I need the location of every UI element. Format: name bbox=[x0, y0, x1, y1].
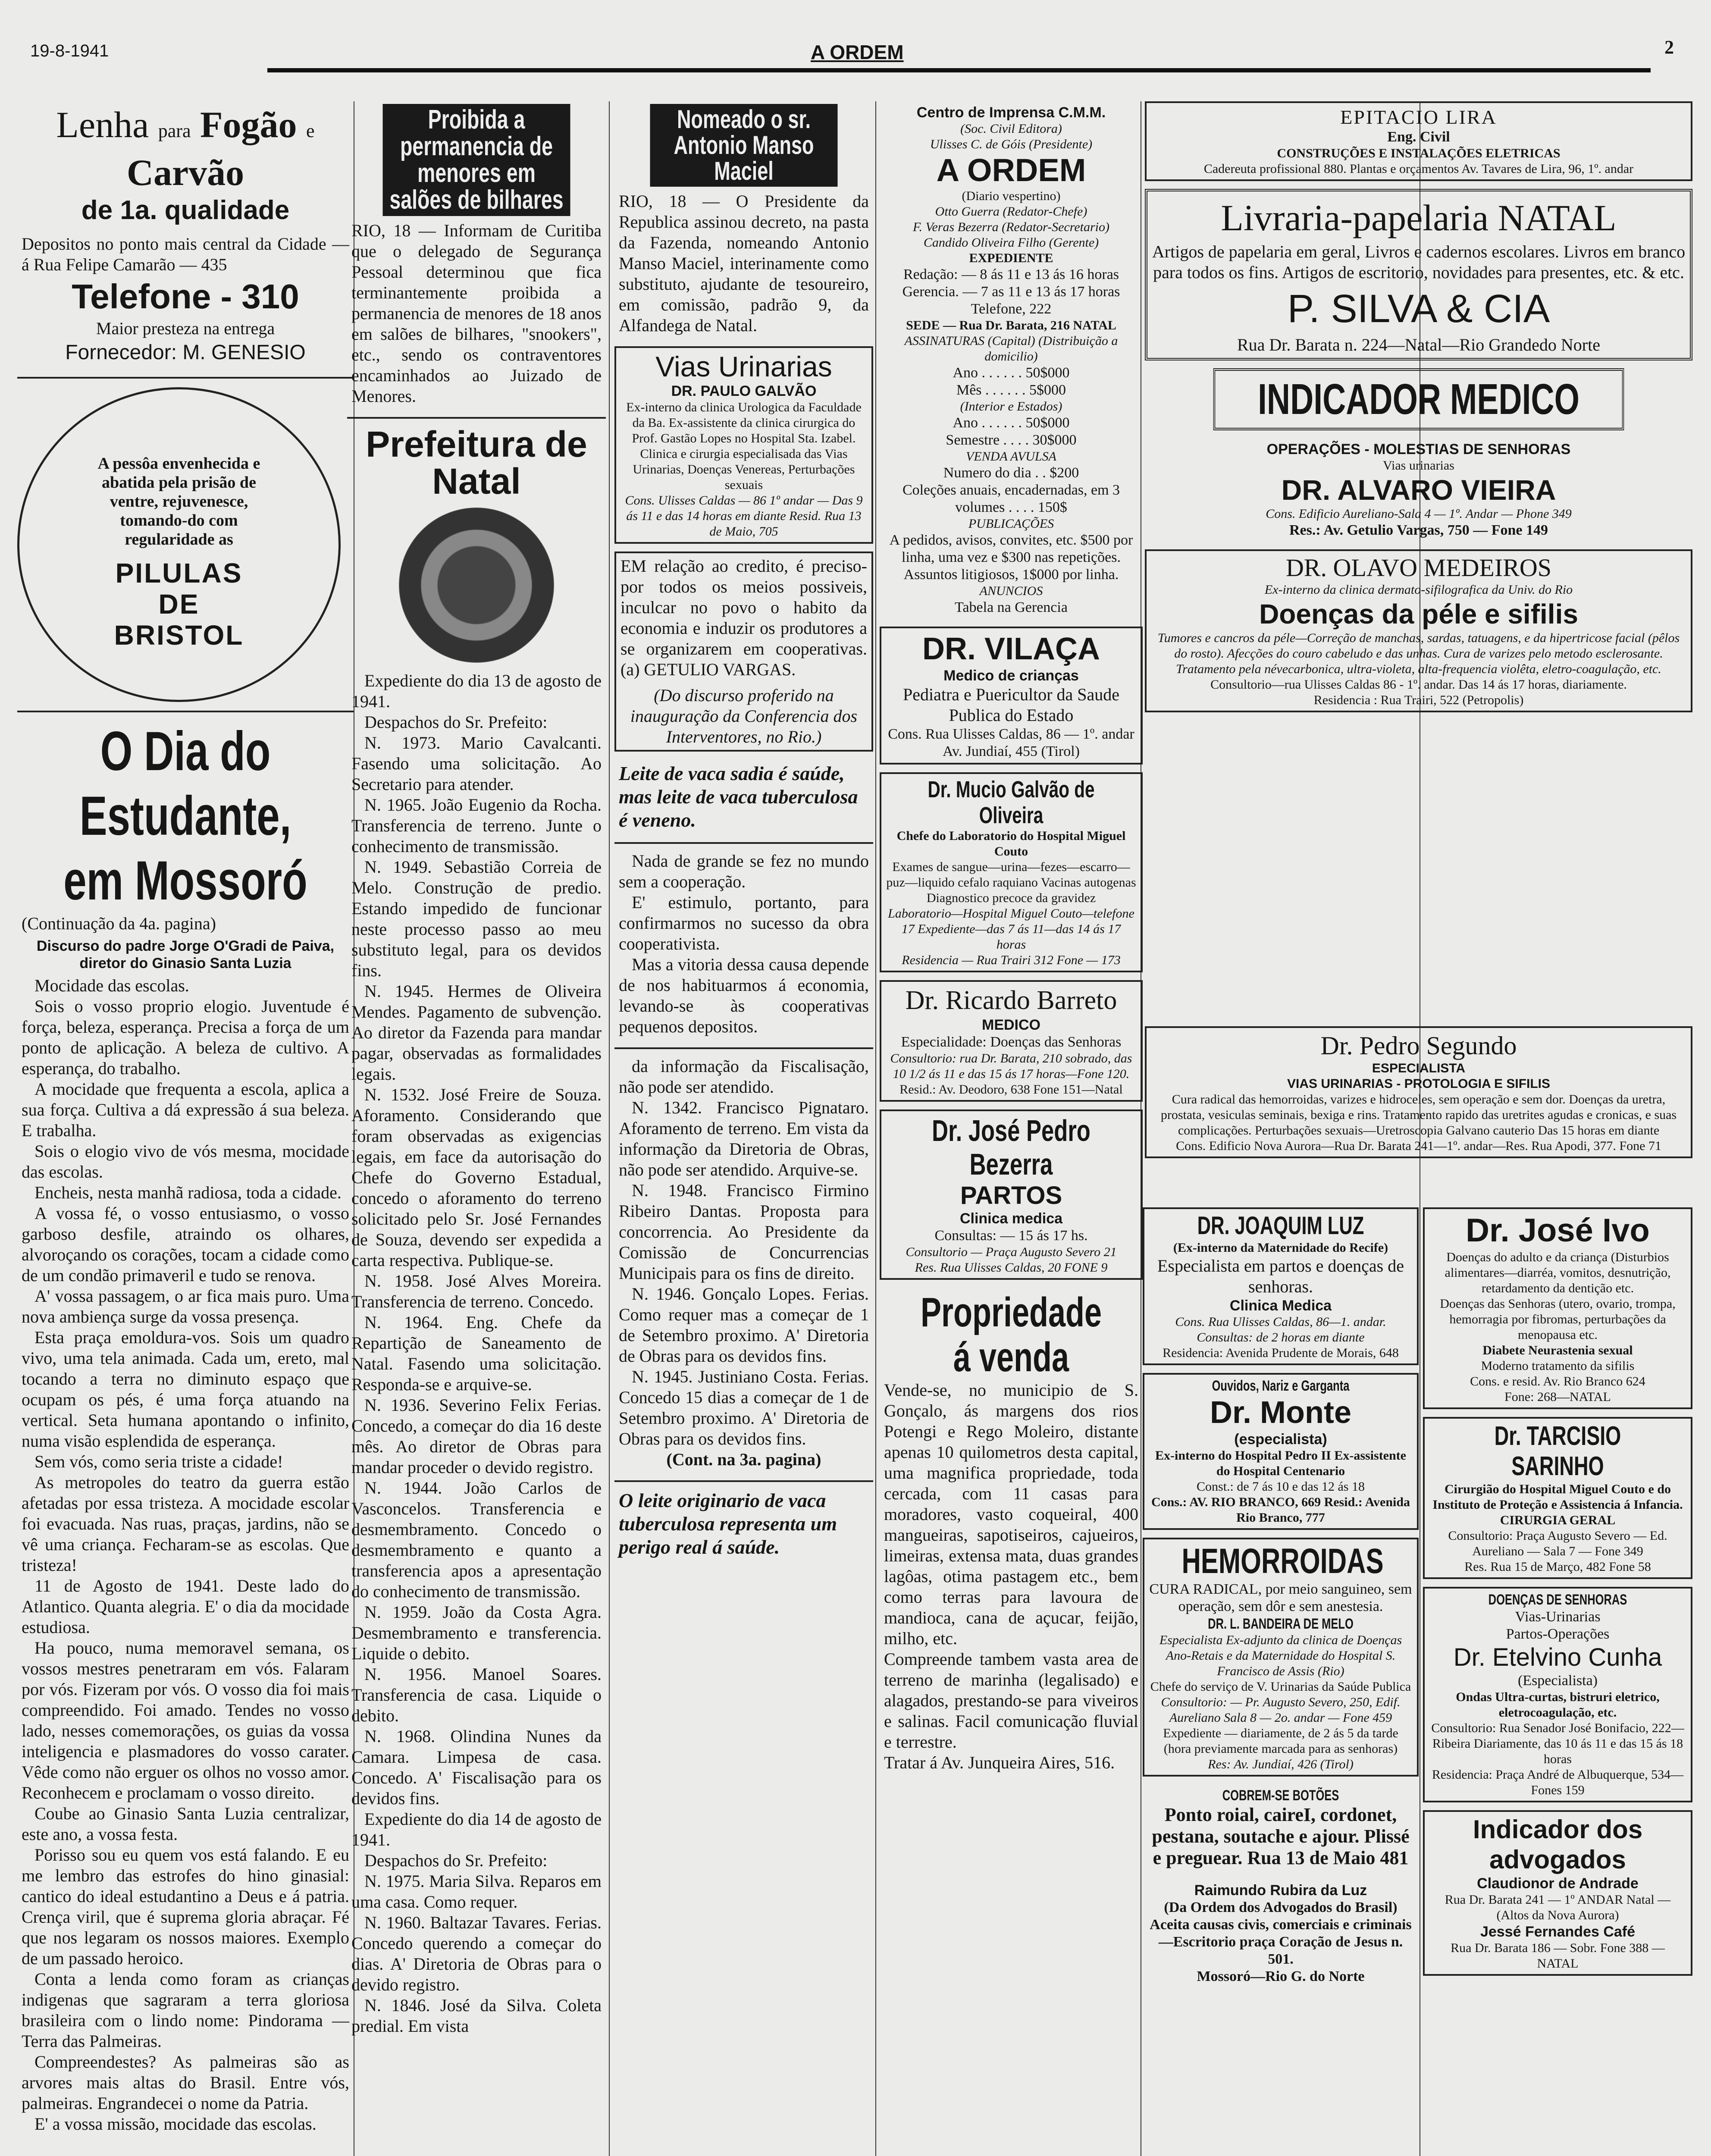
ordem-an: ANUNCIOS bbox=[979, 584, 1043, 598]
paragraph: Esta praça emoldura-vos. Sois um quadro vivo, uma tela animada. Cada um, ereto, mal tocando a terra no diminuto espaço que ocupam os pés, é uma força atuando na vertical. Seta humana apontando o infinito, numa visão esplendida de esperança. bbox=[22, 1328, 349, 1451]
doencas-t3: Ondas Ultra-curtas, bistruri eletrico, eletrocoagulação, etc. bbox=[1456, 1690, 1660, 1720]
sarinho-name: Dr. TARCISIO SARINHO bbox=[1494, 1421, 1621, 1481]
mucio-t2: Exames de sangue—urina—fezes—escarro—puz—liquido cefalo raquiano Vacinas autogenas Diagnostico precoce da gravidez bbox=[886, 860, 1136, 905]
paragraph: Sem vós, como seria triste a cidade! bbox=[34, 1452, 283, 1471]
pedro-a2: Res. Rua Ulisses Caldas, 20 FONE 9 bbox=[915, 1260, 1108, 1275]
advog-title: Indicador dos advogados bbox=[1473, 1815, 1643, 1874]
vieira-t1: OPERAÇÕES - MOLESTIAS DE SENHORAS bbox=[1266, 441, 1571, 458]
barreto-t3: Resid.: Av. Deodoro, 638 Fone 151—Natal bbox=[899, 1082, 1123, 1097]
paragraph: Porisso sou eu quem vos está falando. E eu me lembro das estrofes do hino ginasial: cantico do ideal estudantino a Deus e á patria. Crença viril, que é suprema gloria abraçar. Fé que nos legaram os nossos maiores. Exemplo de um passado heroico. bbox=[22, 1845, 349, 1968]
paragraph: N. 1846. José da Silva. Coleta predial. Em vista bbox=[351, 1996, 602, 2036]
vieira-t3: Cons. Edificio Aureliano-Sala 4 — 1º. Andar — Phone 349 bbox=[1266, 507, 1572, 521]
paragraph: Encheis, nesta manhã radiosa, toda a cidade. bbox=[34, 1183, 342, 1202]
vargas-quote bbox=[614, 552, 873, 752]
column-1 bbox=[17, 101, 354, 2156]
epitacio-t2: Cadereuta profissional 880. Plantas e orçamentos Av. Tavares de Lira, 96, 1º. andar bbox=[1203, 162, 1634, 176]
leite-slogan-2: O leite originario de vaca tuberculosa representa um perigo real á saúde. bbox=[619, 1489, 837, 1558]
page-header bbox=[0, 0, 1711, 65]
advog-c1: Claudionor de Andrade bbox=[1477, 1875, 1639, 1892]
ordem-name: A ORDEM bbox=[936, 152, 1086, 188]
ordem-sede: SEDE — Rua Dr. Barata, 216 NATAL bbox=[906, 318, 1116, 332]
pilulas-brand: PILULAS DE BRISTOL bbox=[114, 558, 244, 651]
olavo-t3: Tumores e cancros da péle—Correção de manchas, sardas, tatuagens, e da hipertricose facial (pêlos do rosto). Afecções do couro cabeludo e das unhas. Cura de varizes pelo metodo esclerosante. Tratamento pela névecarbonica, ultra-violeta, alta-frequencia violêta, eletro-coagulação, etc. bbox=[1157, 631, 1680, 676]
sarinho-c: Consultorio: Praça Augusto Severo — Ed. Aureliano — Sala 7 — Fone 349 bbox=[1448, 1529, 1667, 1558]
pilulas-ad bbox=[17, 387, 341, 702]
ordem-masthead bbox=[880, 101, 1143, 619]
prefeitura-body bbox=[351, 671, 602, 2037]
advogados-ad bbox=[1423, 1810, 1692, 1976]
rubira-city: Mossoró—Rio G. do Norte bbox=[1197, 1968, 1365, 1984]
lenha-carvao: Carvão bbox=[126, 152, 244, 193]
paragraph: Expediente do dia 14 de agosto de 1941. bbox=[351, 1809, 602, 1849]
ivo-name: Dr. José Ivo bbox=[1466, 1212, 1650, 1249]
paragraph: N. 1945. Justiniano Costa. Ferias. Concedo 15 dias a começar de 1 de Setembro proximo. A' Diretoria de Obras para os devidos fins. bbox=[619, 1367, 869, 1448]
indicador-medico-title: INDICADOR MEDICO bbox=[1213, 368, 1624, 430]
doencas-t4: Consultorio: Rua Senador José Bonifacio, 222—Ribeira Diariamente, das 10 ás 11 e das 15 ás 18 horas bbox=[1431, 1721, 1684, 1766]
livraria-text: Artigos de papelaria em geral, Livros e cadernos escolares. Livros em branco para todos os fins. Artigos de escritorio, novidades para presentes, etc. & etc. bbox=[1152, 242, 1686, 282]
doencas-t2: Partos-Operações bbox=[1506, 1626, 1610, 1642]
olavo-t2: Doenças da péle e sifilis bbox=[1259, 599, 1578, 630]
mucio-t3: Laboratorio—Hospital Miguel Couto—telefone 17 Expediente—das 7 ás 11—das 14 ás 17 horas bbox=[888, 906, 1134, 952]
barreto-spec: MEDICO bbox=[982, 1017, 1040, 1033]
luz-t3: Cons. Rua Ulisses Caldas, 86—1. andar. Consultas: de 2 horas em diante bbox=[1175, 1315, 1386, 1344]
doencas-t1: Vias-Urinarias bbox=[1515, 1609, 1601, 1625]
hemorroidas-ad bbox=[1143, 1538, 1419, 1777]
vargas-text: EM relação ao credito, é preciso-por todos os meios possiveis, inculcar no povo o habito da economia e induzir os produtores a se organizarem em cooperativas. (a) GETULIO VARGAS. bbox=[620, 556, 867, 679]
ivo-t4: Moderno tratamento da sifilis bbox=[1481, 1359, 1635, 1373]
doencas-title: DOENÇAS DE SENHORAS bbox=[1488, 1592, 1627, 1608]
paragraph: N. 1965. João Eugenio da Rocha. Transferencia de terreno. Junte o conhecimento de transmissão. bbox=[351, 795, 602, 856]
luz-ad bbox=[1143, 1207, 1419, 1365]
hemo-t: CURA RADICAL, por meio sanguineo, sem operação, sem dôr e sem anestesia. bbox=[1149, 1581, 1412, 1614]
barreto-t2: Consultorio: rua Dr. Barata, 210 sobrado, das 10 1/2 ás 11 e das 15 ás 17 horas—Fone 120. bbox=[890, 1051, 1132, 1081]
ordem-d2: F. Veras Bezerra (Redator-Secretario) bbox=[913, 220, 1109, 234]
ordem-price: Semestre . . . . 30$000 bbox=[946, 432, 1077, 448]
monte-s: (especialista) bbox=[1234, 1431, 1327, 1448]
ordem-va: VENDA AVULSA bbox=[966, 449, 1056, 464]
luz-t2: Clinica Medica bbox=[1229, 1297, 1332, 1314]
ordem-ass: ASSINATURAS (Capital) (Distribuição a domicilio) bbox=[904, 334, 1118, 364]
hemo-title: HEMORROIDAS bbox=[1181, 1542, 1384, 1581]
paragraph: N. 1936. Severino Felix Ferias. Concedo, a começar do dia 16 deste mês. Ao diretor de Obras para mandar proceder o devido registro. bbox=[351, 1395, 602, 1477]
mossoro-subtitle: Discurso do padre Jorge O'Gradi de Paiva, diretor do Ginasio Santa Luzia bbox=[36, 938, 335, 971]
prefcont-cont: (Cont. na 3a. pagina) bbox=[666, 1450, 821, 1469]
livraria-firm: P. SILVA & CIA bbox=[1287, 287, 1550, 331]
prohib-article bbox=[347, 101, 606, 409]
ordem-ger: Gerencia. — 7 as 11 e 13 ás 17 horas bbox=[902, 284, 1120, 300]
ivo-t5: Cons. e resid. Av. Rio Branco 624 bbox=[1470, 1374, 1645, 1388]
pedro-ad bbox=[880, 1109, 1143, 1280]
paragraph: N. 1973. Mario Cavalcanti. Fasendo uma solicitação. Ao Secretario para atender. bbox=[351, 733, 602, 794]
paragraph: N. 1964. Eng. Chefe da Repartição de Saneamento de Natal. Fasendo uma solicitação. Responda-se e arquive-se. bbox=[351, 1313, 602, 1394]
vilaca-spec: Medico de crianças bbox=[943, 667, 1079, 684]
vieira-t2: Vias urinarias bbox=[1383, 458, 1454, 473]
paragraph: N. 1946. Gonçalo Lopes. Ferias. Como requer mas a começar de 1 de Setembro proximo. A' Diretoria de Obras para os devidos fins. bbox=[619, 1284, 869, 1366]
hemo-t3: Chefe do serviço de V. Urinarias da Saúde Publica bbox=[1150, 1680, 1411, 1694]
lenha-e: e bbox=[306, 120, 315, 141]
prohib-title: Proibida a permanencia de menores em salões de bilhares bbox=[383, 104, 570, 216]
vias-doctor: DR. PAULO GALVÃO bbox=[671, 383, 817, 399]
doencas-ad bbox=[1423, 1587, 1692, 1802]
paragraph: da informação da Fiscalisação, não pode ser atendido. bbox=[619, 1056, 869, 1097]
ordem-pres: Ulisses C. de Góis (Presidente) bbox=[930, 137, 1093, 151]
ordem-soc: (Soc. Civil Editora) bbox=[960, 122, 1062, 136]
propriedade-title: Propriedade á venda bbox=[920, 1289, 1102, 1380]
lenha-fogao: Fogão bbox=[200, 104, 297, 145]
prefeitura-continuation bbox=[614, 1053, 873, 1473]
propriedade-t3: Tratar á Av. Junqueira Aires, 516. bbox=[884, 1753, 1115, 1772]
paragraph: N. 1975. Maria Silva. Reparos em uma casa. Como requer. bbox=[351, 1871, 602, 1912]
epitacio-name: EPITACIO LIRA bbox=[1340, 106, 1497, 128]
pedro-clinica: Clinica medica bbox=[959, 1210, 1063, 1227]
paragraph: Despachos do Sr. Prefeito: bbox=[364, 1851, 548, 1870]
header-date: 19-8-1941 bbox=[30, 41, 109, 60]
epitacio-t1: CONSTRUÇÕES E INSTALAÇÕES ELETRICAS bbox=[1277, 146, 1561, 160]
mucio-t1: Chefe do Laboratorio do Hospital Miguel Couto bbox=[896, 829, 1126, 859]
lenha-presteza: Maior presteza na entrega bbox=[96, 319, 275, 338]
column-4 bbox=[880, 101, 1143, 2156]
barreto-ad bbox=[880, 980, 1143, 1102]
olavo-t5: Residencia : Rua Trairi, 522 (Petropolis) bbox=[1313, 693, 1524, 707]
sarinho-t: Cirurgião do Hospital Miguel Couto e do Instituto de Proteção e Assistencia á Infancia. CIRURGIA GERAL bbox=[1432, 1482, 1683, 1527]
column-rule bbox=[609, 101, 610, 2156]
lenha-depositos: Depositos no ponto mais central da Cidade — á Rua Felipe Camarão — 435 bbox=[22, 234, 349, 274]
lenha-tel: Telefone - 310 bbox=[72, 277, 299, 316]
propriedade-text: Vende-se, no municipio de S. Gonçalo, ás margens dos rios Potengi e Rego Moleiro, distante apenas 10 quilometros desta capital, uma magnifica propriedade, toda cercada, com 11 casas para moradores, vasto coqueiral, 400 mangueiras, sapotiseiros, cajueiros, limeiras, extensa mata, duas grandes lagôas, otima pastagem etc., bem como terras para lavoura de mandioca, cana de açucar, feijão, milho, etc. bbox=[884, 1380, 1138, 1648]
paragraph: Conta a lenda como foram as crianças indigenas que sagraram a terra gloriosa brasileira com o lindo nome: Pindorama — Terra das Palmeiras. bbox=[22, 1969, 349, 2051]
prefeitura-article bbox=[347, 423, 606, 2039]
pedro-a1: Consultorio — Praça Augusto Severo 21 bbox=[906, 1245, 1117, 1259]
advog-c2: Jessé Fernandes Café bbox=[1480, 1924, 1636, 1940]
monte-t1: Ex-interno do Hospital Pedro II Ex-assistente do Hospital Centenario bbox=[1155, 1448, 1406, 1478]
hemo-name: DR. L. BANDEIRA DE MELO bbox=[1208, 1616, 1354, 1632]
ordem-price: Ano . . . . . . 50$000 bbox=[953, 415, 1070, 431]
vieira-t4: Res.: Av. Getulio Vargas, 750 — Fone 149 bbox=[1289, 522, 1548, 538]
sarinho-ad bbox=[1423, 1417, 1692, 1579]
lenha-ad bbox=[17, 101, 354, 369]
ordem-int: (Interior e Estados) bbox=[960, 399, 1062, 414]
paragraph: Compreendestes? As palmeiras são as arvores mais altas do Brasil. Entre vós, palmeiras. Engrandecei o nome da Patria. bbox=[22, 2052, 349, 2113]
hemo-t6: Res: Av. Jundiaí, 426 (Tirol) bbox=[1208, 1757, 1354, 1771]
vieira-ad bbox=[1145, 438, 1692, 542]
doencas-t5: Residencia: Praça André de Albuquerque, 534—Fones 159 bbox=[1432, 1767, 1684, 1797]
paragraph: N. 1945. Hermes de Oliveira Mendes. Pagamento de subvenção. Ao diretor da Fazenda para mandar pagar, observadas as formalidades legais. bbox=[351, 981, 602, 1084]
segundo-addr: Cons. Edificio Nova Aurora—Rua Dr. Barata 241—1º. andar—Res. Rua Apodi, 377. Fone 71 bbox=[1176, 1139, 1661, 1153]
paragraph: N. 1960. Baltazar Tavares. Ferias. Concedo querendo a começar do dias. A' Diretoria de Obras para o devido registro. bbox=[351, 1913, 602, 1994]
olavo-ad bbox=[1145, 549, 1692, 712]
paragraph: A vossa fé, o vosso entusiasmo, o vosso garboso desfile, atraindo os olhares, alvoroçando os corações, tocam a cidade como de um condão primaveril e tudo se renova. bbox=[22, 1203, 349, 1285]
barreto-t1: Especialidade: Doenças das Senhoras bbox=[901, 1034, 1122, 1050]
lenha-word: Lenha bbox=[56, 104, 149, 145]
vargas-source: (Do discurso proferido na inauguração da Conferencia dos Interventores, no Rio.) bbox=[630, 686, 858, 746]
luz-sub: (Ex-interno da Maternidade do Recife) bbox=[1173, 1241, 1388, 1255]
prohib-text: RIO, 18 — Informam de Curitiba que o delegado de Segurança Pessoal determinou que fica terminantemente proibida a permanencia de menores de 18 anos em salões de bilhares, "snookers", etc., sendo os contraventores encaminhados ao Juizado de Menores. bbox=[351, 221, 602, 406]
paragraph: A mocidade que frequenta a escola, aplica a sua força. Cultiva a dá expressão á sua beleza. E trabalha. bbox=[22, 1079, 349, 1140]
nomeado-text: RIO, 18 — O Presidente da Republica assinou decreto, na pasta da Fazenda, nomeando Antonio Manso Maciel, interinamente como substituto, ajudante de tesoureiro, em comissão, padrão 9, da Alfandega de Natal. bbox=[619, 191, 869, 335]
olavo-t1: Ex-interno da clinica dermato-sifilografica da Univ. do Rio bbox=[1264, 583, 1573, 597]
mucio-name: Dr. Mucio Galvão de Oliveira bbox=[928, 777, 1095, 828]
divider bbox=[347, 417, 606, 419]
ivo-t3: Diabete Neurastenia sexual bbox=[1482, 1343, 1633, 1357]
paragraph: As metropoles do teatro da guerra estão afetadas por essa tristeza. A mocidade escolar foi evacuada. Nas ruas, praças, jardins, não se vê uma criança. Fecharam-se as escolas. Que tristeza! bbox=[22, 1473, 349, 1575]
epitacio-sub: Eng. Civil bbox=[1387, 129, 1450, 145]
mucio-t4: Residencia — Rua Trairi 312 Fone — 173 bbox=[902, 953, 1121, 967]
botoes-title: COBREM-SE BOTÕES bbox=[1222, 1787, 1339, 1804]
coat-of-arms-icon bbox=[399, 508, 554, 663]
paragraph: Nada de grande se fez no mundo sem a cooperação. bbox=[619, 851, 869, 891]
doencas-name: Dr. Etelvino Cunha bbox=[1453, 1643, 1662, 1671]
paragraph: N. 1968. Olindina Nunes da Camara. Limpesa de casa. Concedo. A' Fiscalisação para os devidos fins. bbox=[351, 1727, 602, 1808]
ordem-price: Mês . . . . . . 5$000 bbox=[956, 382, 1066, 398]
monte-t2: Const.: de 7 ás 10 e das 12 ás 18 bbox=[1197, 1479, 1365, 1494]
vilaca-ad bbox=[880, 627, 1143, 765]
segundo-ad bbox=[1145, 1026, 1692, 1158]
pilulas-text: A pessôa envenhecida e abatida pela prisão de ventre, rejuvenesce, tomando-do com regularidade as bbox=[97, 454, 260, 548]
paragraph: N. 1948. Francisco Firmino Ribeiro Dantas. Proposta para concorrencia. Ao Presidente da Comissão de Concurrencias Municipais para os fins de direito. bbox=[619, 1181, 869, 1283]
vias-addr: Cons. Ulisses Caldas — 86 1º andar — Das 9 ás 11 e das 14 horas em diante Resid. Rua 13 de Maio, 705 bbox=[625, 493, 863, 539]
segundo-s2: VIAS URINARIAS - PROTOLOGIA E SIFILIS bbox=[1287, 1077, 1551, 1091]
column-3 bbox=[614, 101, 873, 2156]
mossoro-cont: (Continuação da 4a. pagina) bbox=[22, 914, 216, 933]
column-5 bbox=[1143, 1207, 1419, 2156]
epitacio-ad bbox=[1145, 101, 1692, 181]
paragraph: N. 1944. João Carlos de Vasconcelos. Transferencia e desmembramento. Concedo o desmembramento e quanto a transferencia apos a apresentação do conhecimento de transmissão. bbox=[351, 1478, 602, 1601]
divider bbox=[614, 842, 873, 844]
propriedade-t2: Compreende tambem vasta area de terreno de marinha (legalisado) e alagados, prestando-se para viveiros e salinas. Facil comunicação fluvial e terrestre. bbox=[884, 1649, 1138, 1752]
sarinho-r: Res. Rua 15 de Março, 482 Fone 58 bbox=[1464, 1560, 1651, 1574]
livraria-title: Livraria-papelaria NATAL bbox=[1221, 197, 1617, 238]
livraria-ad bbox=[1145, 189, 1692, 360]
divider bbox=[614, 1047, 873, 1049]
segundo-s1: ESPECIALISTA bbox=[1372, 1061, 1466, 1075]
rubira-name: Raimundo Rubira da Luz bbox=[1194, 1882, 1367, 1899]
segundo-text: Cura radical das hemorroidas, varizes e hidroceles, sem operação e sem dor. Doenças da uretra, prostata, vesiculas seminais, bexiga e rins. Tratamento rapido das uretrites agudas e cronicas, e suas complicações. Perturbações sexuais—Uretroscopia Galvano cauterio Das 15 horas em diante bbox=[1160, 1092, 1677, 1138]
luz-t1: Especialista em partos e doenças de senhoras. bbox=[1157, 1256, 1404, 1296]
doencas-s: (Especialista) bbox=[1517, 1673, 1598, 1689]
coop-article bbox=[614, 848, 873, 1040]
botoes-ad bbox=[1143, 1784, 1419, 1871]
ordem-pub: PUBLICAÇÕES bbox=[968, 517, 1054, 531]
monte-name: Dr. Monte bbox=[1210, 1395, 1351, 1430]
ordem-tel: Telefone, 222 bbox=[971, 301, 1052, 317]
vilaca-name: DR. VILAÇA bbox=[922, 632, 1100, 666]
hemo-t5: Expediente — diariamente, de 2 ás 5 da tarde (hora previamente marcada para as senhoras) bbox=[1163, 1726, 1398, 1756]
mossoro-title: O Dia do Estudante, em Mossoró bbox=[63, 721, 307, 912]
ordem-exp: EXPEDIENTE bbox=[969, 251, 1053, 265]
ordem-price: Numero do dia . . $200 bbox=[943, 465, 1079, 481]
paragraph: Ha pouco, numa memoravel semana, os vossos mestres penetraram em vós. Falaram por vós. Fizeram por vós. O vosso dia foi mais compreendido. Foi amado. Tendes no vosso lado, nesses comemorações, os guias da vossa inteligencia e plasmadores do vosso carater. Vêde como não erguer os olhos no vosso amor. Reconhecem e proclamam o vosso direito. bbox=[22, 1638, 349, 1802]
lenha-sub: de 1a. qualidade bbox=[81, 195, 290, 225]
paragraph: N. 1532. José Freire de Souza. Aforamento. Considerando que foram observadas as exigencias legais, em face da autorisação do Chefe do Governo Estadual, concedo o aforamento do terreno solicitado pelo Sr. José Fernandes de Souza, devendo ser expedida a carta respectiva. Publique-se. bbox=[351, 1085, 602, 1270]
paragraph: Mas a vitoria dessa causa depende de nos habituarmos á economia, levando-se às cooperativas pequenos depositos. bbox=[619, 955, 869, 1036]
column-6 bbox=[1423, 1207, 1692, 2156]
advog-c1t: Rua Dr. Barata 241 — 1º ANDAR Natal — (Altos da Nova Aurora) bbox=[1445, 1893, 1671, 1922]
segundo-name: Dr. Pedro Segundo bbox=[1320, 1031, 1517, 1060]
lenha-fornecedor: Fornecedor: M. GENESIO bbox=[65, 341, 306, 364]
vilaca-addr: Cons. Rua Ulisses Caldas, 86 — 1º. andar Av. Jundiaí, 455 (Tirol) bbox=[888, 726, 1134, 759]
advog-c2t: Rua Dr. Barata 186 — Sobr. Fone 388 — NATAL bbox=[1451, 1941, 1665, 1971]
ordem-daily: (Diario vespertino) bbox=[962, 189, 1061, 203]
mucio-ad bbox=[880, 772, 1143, 972]
luz-t4: Residencia: Avenida Prudente de Morais, 648 bbox=[1163, 1346, 1399, 1360]
pedro-name: Dr. José Pedro Bezerra bbox=[932, 1114, 1091, 1181]
olavo-name: DR. OLAVO MEDEIROS bbox=[1285, 554, 1552, 582]
newspaper-title: A ORDEM bbox=[811, 41, 904, 63]
botoes-text: Ponto roial, caireI, cordonet, pestana, soutache e ajour. Plissé e preguear. Rua 13 de Maio 481 bbox=[1152, 1804, 1410, 1868]
paragraph: N. 1342. Francisco Pignataro. Aforamento de terreno. Em vista da informação da Diretoria de Obras, não pode ser atendido. Arquive-se. bbox=[619, 1098, 869, 1179]
vias-text: Ex-interno da clinica Urologica da Faculdade da Ba. Ex-assistente da clinica cirurgica do Prof. Gastão Lopes no Hospital Sta. Izabel. Clinica e cirurgia especialisada das Vias Urinarias, Doenças Venereas, Perturbações sexuais bbox=[626, 400, 862, 492]
paragraph: Expediente do dia 13 de agosto de 1941. bbox=[351, 671, 602, 711]
ivo-t6: Fone: 268—NATAL bbox=[1504, 1390, 1611, 1404]
ivo-t2: Doenças das Senhoras (utero, ovario, trompa, hemorragia por fibromas, perturbações da menopausa etc. bbox=[1440, 1297, 1676, 1342]
paragraph: 11 de Agosto de 1941. Deste lado do Atlantico. Quanta alegria. E' o dia da mocidade estudiosa. bbox=[22, 1576, 349, 1637]
mossoro-body bbox=[22, 975, 349, 2134]
ivo-ad bbox=[1423, 1207, 1692, 1409]
vias-title: Vias Urinarias bbox=[655, 351, 832, 382]
mossoro-article bbox=[17, 717, 354, 2137]
ordem-centro: Centro de Imprensa C.M.M. bbox=[916, 104, 1106, 121]
leite-slogan-1: Leite de vaca sadia é saúde, mas leite de vaca tuberculosa é veneno. bbox=[619, 762, 858, 831]
divider bbox=[614, 1480, 873, 1482]
monte-ad bbox=[1143, 1373, 1419, 1530]
livraria-addr: Rua Dr. Barata n. 224—Natal—Rio Grandedo Norte bbox=[1237, 335, 1600, 354]
ordem-d1: Otto Guerra (Redator-Chefe) bbox=[935, 204, 1087, 219]
vias-ad bbox=[614, 346, 873, 544]
rubira-text: (Da Ordem dos Advogados do Brasil) Aceita causas civis, comerciais e criminais—Escritorio praça Coração de Jesus n. 501. bbox=[1150, 1899, 1412, 1967]
header-rule bbox=[267, 68, 1651, 72]
paragraph: Despachos do Sr. Prefeito: bbox=[364, 712, 548, 732]
nomeado-article bbox=[614, 101, 873, 338]
divider bbox=[17, 377, 354, 379]
hemo-t4: Consultorio: — Pr. Augusto Severo, 250, Edif. Aureliano Sala 8 — 2o. andar — Fone 459 bbox=[1161, 1695, 1401, 1725]
column-rule bbox=[875, 101, 876, 2156]
paragraph: N. 1949. Sebastião Correia de Melo. Construção de predio. Estando impedido de funcionar neste processo passo ao meu substituto legal, para os devidos fins. bbox=[351, 857, 602, 980]
paragraph: A' vossa passagem, o ar fica mais puro. Uma nova ambiença surge da vossa presença. bbox=[22, 1286, 349, 1326]
barreto-name: Dr. Ricardo Barreto bbox=[905, 986, 1117, 1015]
nomeado-title: Nomeado o sr. Antonio Manso Maciel bbox=[650, 104, 838, 187]
ordem-pubt: A pedidos, avisos, convites, etc. $500 por linha, uma vez e $300 nas repetições. Assuntos litigiosos, 1$000 por linha. bbox=[889, 532, 1133, 583]
vieira-name: DR. ALVARO VIEIRA bbox=[1281, 474, 1556, 506]
paragraph: E' a vossa missão, mocidade das escolas. bbox=[34, 2114, 317, 2134]
rubira-ad bbox=[1143, 1879, 1419, 1988]
paragraph: E' estimulo, portanto, para confirmarmos no sucesso da obra cooperativista. bbox=[619, 893, 869, 953]
paragraph: Sois o elogio vivo de vós mesma, mocidade das escolas. bbox=[22, 1141, 349, 1181]
paragraph: N. 1959. João da Costa Agra. Desmembramento e transferencia. Liquide o debito. bbox=[351, 1602, 602, 1663]
page-number: 2 bbox=[1664, 37, 1674, 58]
lenha-para: para bbox=[158, 120, 191, 141]
ordem-price: Ano . . . . . . 50$000 bbox=[953, 365, 1070, 381]
propriedade-ad bbox=[880, 1288, 1143, 1776]
pedro-consultas: Consultas: — 15 ás 17 hs. bbox=[934, 1228, 1088, 1244]
pedro-partos: PARTOS bbox=[960, 1181, 1062, 1210]
paragraph: Mocidade das escolas. bbox=[34, 976, 189, 995]
divider bbox=[17, 711, 354, 712]
olavo-t4: Consultorio—rua Ulisses Caldas 86 - 1º. andar. Das 14 ás 17 horas, diariamente. bbox=[1210, 677, 1627, 692]
ivo-t1: Doenças do adulto e da criança (Disturbios alimentares—diarréa, vomitos, desnutrição, retardamento da dentição etc. bbox=[1445, 1250, 1671, 1295]
monte-h: Ouvidos, Nariz e Garganta bbox=[1212, 1378, 1350, 1394]
paragraph: Sois o vosso proprio elogio. Juventude é força, beleza, esperança. Precisa a força de um ponto de aplicação. A beleza de cultivo. A esperança, do trabalho. bbox=[22, 997, 349, 1078]
ordem-d3: Candido Oliveira Filho (Gerente) bbox=[923, 235, 1099, 250]
paragraph: N. 1956. Manoel Soares. Transferencia de casa. Liquide o debito. bbox=[351, 1664, 602, 1725]
hemo-t2: Especialista Ex-adjunto da clinica de Doenças Ano-Retais e da Maternidade do Hospital S. Francisco de Assis (Rio) bbox=[1159, 1633, 1402, 1678]
paragraph: N. 1958. José Alves Moreira. Transferencia de terreno. Concedo. bbox=[351, 1271, 602, 1311]
paragraph: Coube ao Ginasio Santa Luzia centralizar, este ano, a vossa festa. bbox=[22, 1804, 349, 1844]
monte-t3: Cons.: AV. RIO BRANCO, 669 Resid.: Avenida Rio Branco, 777 bbox=[1151, 1495, 1410, 1525]
vilaca-text: Pediatra e Puericultor da Saude Publica do Estado bbox=[903, 685, 1120, 725]
luz-name: DR. JOAQUIM LUZ bbox=[1197, 1212, 1364, 1240]
column-2 bbox=[347, 101, 606, 2156]
top-right-ads bbox=[1145, 101, 1692, 912]
ordem-tab: Tabela na Gerencia bbox=[955, 599, 1068, 615]
ordem-price: Coleções anuais, encadernadas, em 3 volumes . . . . 150$ bbox=[902, 482, 1120, 515]
ordem-red: Redação: — 8 ás 11 e 13 ás 16 horas bbox=[903, 266, 1119, 282]
prefeitura-title: Prefeitura de Natal bbox=[366, 424, 587, 501]
